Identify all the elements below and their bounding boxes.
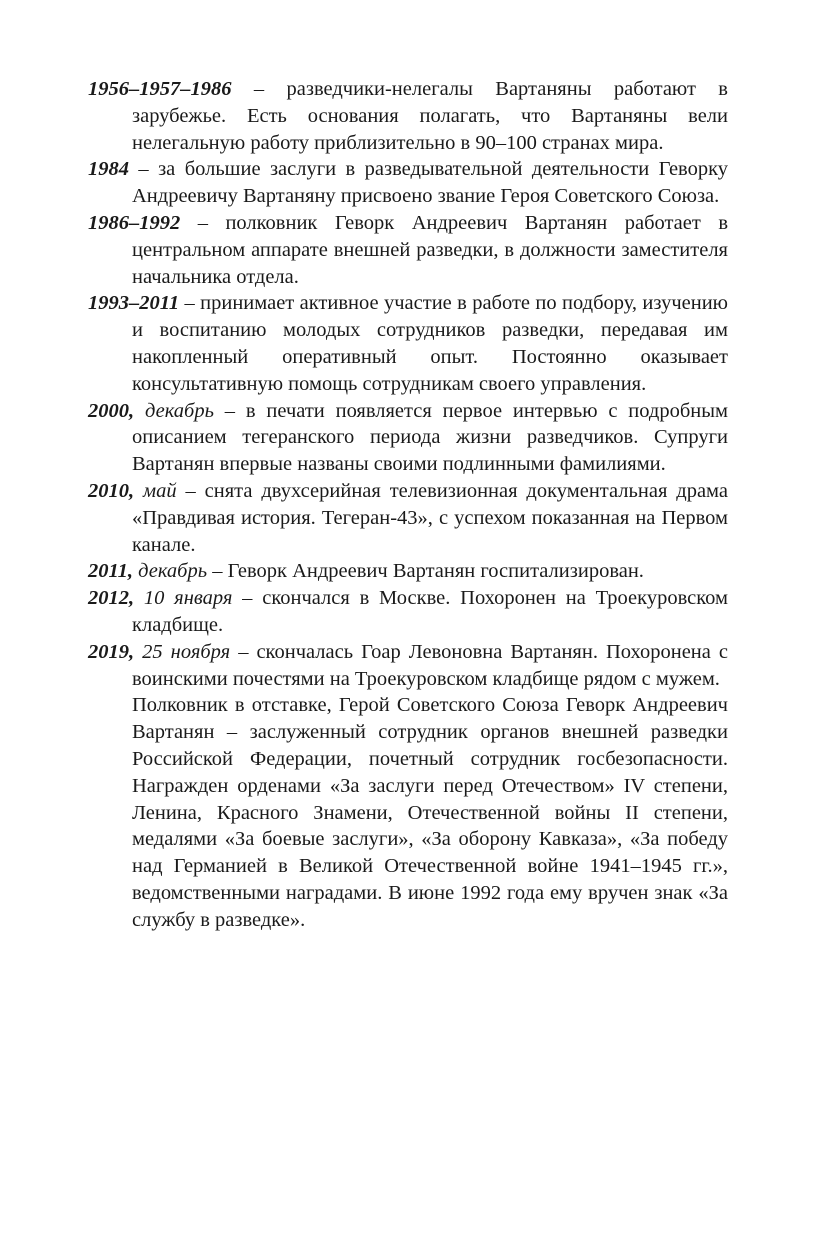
closing-paragraph: Полковник в отставке, Герой Советского Союза Геворк Андреевич Вартанян – заслуженный сотрудник органов внешней разведки Российской Федерации, почетный сотрудник госбезопасности. Награжден орденами «За заслуги перед Отечеством» IV степени, Ленина, Красного Знамени, Отечественной войны II степени, медалями «За боевые заслуги», «За оборону Кавказа», «За победу над Германией в Великой Отечественной войне 1941–1945 гг.», ведомственными наградами. В июне 1992 года ему вручен знак «За службу в разведке». <box>132 694 728 931</box>
entry-text: – снята двухсерийная телевизионная документальная драма «Правдивая история. Тегеран-43», с успехом показанная на Первом канале. <box>132 479 728 556</box>
entry-text: – разведчики-нелегалы Вартаняны работают в зарубежье. Есть основания полагать, что Вартаняны вели нелегальную работу приблизительно в 90–100 странах мира. <box>132 78 728 154</box>
chronology-entry <box>88 210 728 290</box>
entry-text: – скончался в Москве. Похоронен на Троекуровском кладбище. <box>132 587 728 636</box>
entry-date: 2000, <box>88 399 135 422</box>
entry-date: 1984 <box>88 158 129 181</box>
chronology-entry <box>88 639 728 693</box>
chronology-entry <box>88 398 728 478</box>
entry-subdate: 25 ноября <box>134 640 231 663</box>
chronology-entry <box>88 156 728 210</box>
entry-text: – за большие заслуги в разведывательной деятельности Геворку Андреевичу Вартаняну присвоено звание Героя Советского Союза. <box>129 158 728 208</box>
entry-subdate: 10 января <box>134 587 233 610</box>
entry-date: 2012, <box>88 587 135 610</box>
entry-text: – в печати появляется первое интервью с подробным описанием тегеранского периода жизни разведчиков. Супруги Вартанян впервые названы своими подлинными фамилиями. <box>132 399 729 476</box>
entry-date: 2019, <box>88 640 135 663</box>
entry-date: 2011, <box>88 560 133 583</box>
chronology-entry <box>88 558 728 585</box>
entry-text: – полковник Геворк Андреевич Вартанян работает в центральном аппарате внешней разведки, в должности заместителя начальника отдела. <box>132 211 728 288</box>
entry-subdate: май <box>134 479 177 502</box>
chronology-entry <box>88 585 728 639</box>
chronology-entry <box>88 478 728 558</box>
entry-subdate: декабрь <box>133 560 208 583</box>
entry-date: 1956–1957–1986 <box>88 78 232 100</box>
entry-text: – принимает активное участие в работе по подбору, изучению и воспитанию молодых сотрудников разведки, передавая им накопленный оперативный опыт. Постоянно оказывает консультативную помощь сотрудникам своего управления. <box>132 292 728 395</box>
entry-date: 2010, <box>88 479 135 502</box>
chronology-entry <box>88 76 728 156</box>
entry-date: 1993–2011 <box>88 292 180 315</box>
chronology-page <box>88 76 728 934</box>
entry-text: – скончалась Гоар Левоновна Вартанян. Похоронена с воинскими почестями на Троекуровском кладбище рядом с мужем. <box>132 640 728 690</box>
entry-text: – Геворк Андреевич Вартанян госпитализирован. <box>207 560 644 583</box>
entry-subdate: декабрь <box>134 399 214 422</box>
entry-date: 1986–1992 <box>88 211 181 234</box>
chronology-entry <box>88 290 728 397</box>
